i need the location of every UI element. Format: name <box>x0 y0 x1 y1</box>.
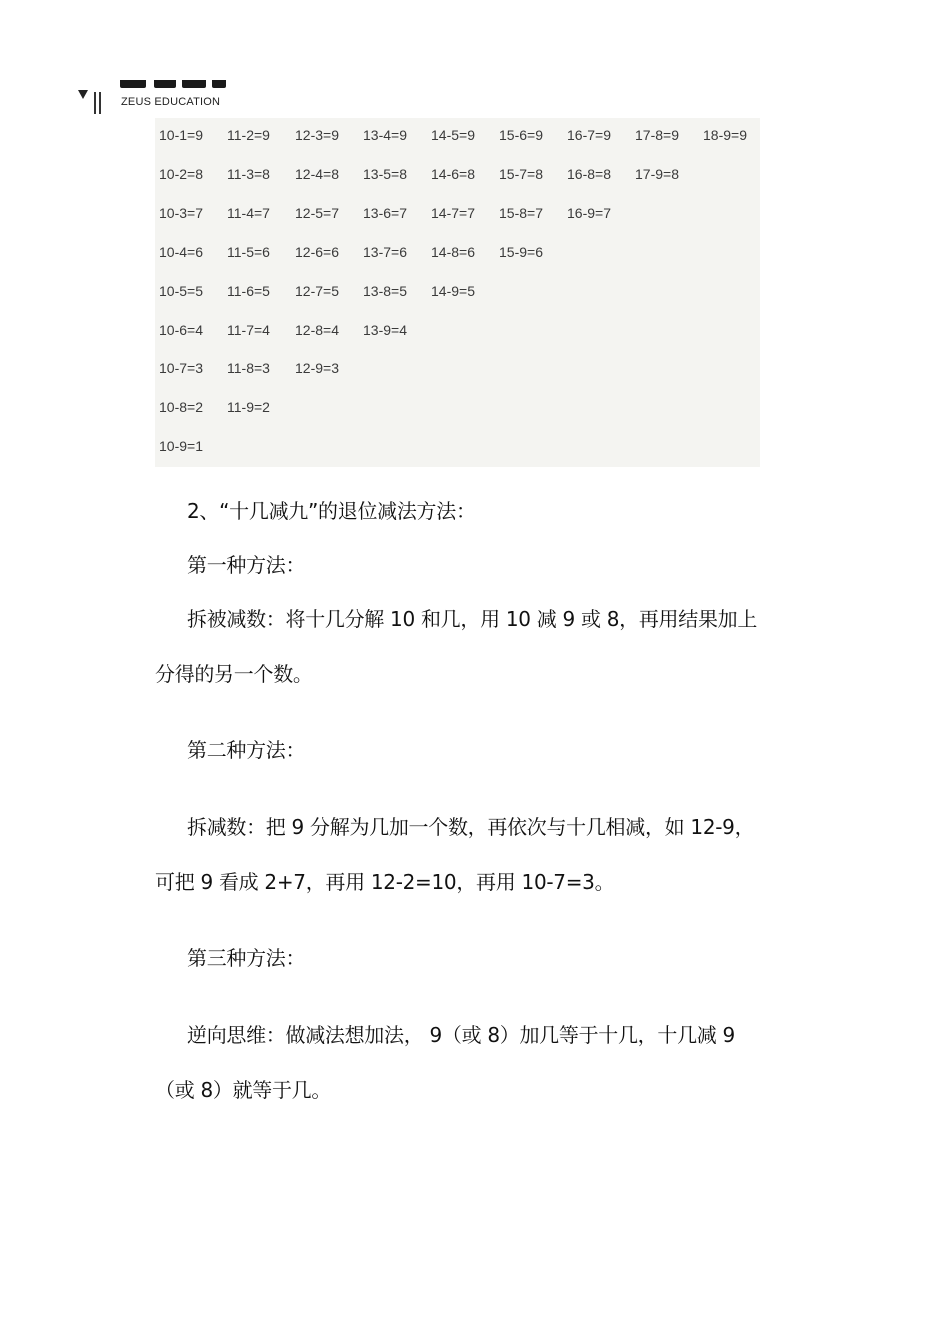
method2-line1: 拆减数：把 9 分解为几加一个数，再依次与十几相减，如 12-9， <box>187 815 755 839</box>
table-cell: 16-8=8 <box>567 165 611 182</box>
table-cell: 17-8=9 <box>635 127 679 143</box>
table-cell: 14-8=6 <box>431 243 475 260</box>
table-cell: 13-6=7 <box>363 204 407 221</box>
table-cell: 10-1=9 <box>159 127 203 143</box>
method3-title: 第三种方法： <box>187 946 306 970</box>
table-cell: 11-9=2 <box>227 399 270 416</box>
table-cell: 13-4=9 <box>363 127 407 143</box>
table-cell: 12-3=9 <box>295 127 339 143</box>
table-cell: 10-5=5 <box>159 282 203 299</box>
table-cell: 11-7=4 <box>227 321 270 338</box>
table-cell: 17-9=8 <box>635 165 679 182</box>
table-cell: 18-9=9 <box>703 127 747 143</box>
table-cell: 12-8=4 <box>295 321 339 338</box>
method2-title: 第二种方法： <box>187 738 306 762</box>
table-cell: 11-3=8 <box>227 165 270 182</box>
table-cell: 16-7=9 <box>567 127 611 143</box>
table-cell: 10-3=7 <box>159 204 203 221</box>
table-cell: 12-7=5 <box>295 282 339 299</box>
table-cell: 11-8=3 <box>227 360 270 377</box>
logo-cropped-wordmark-icon <box>120 80 240 94</box>
table-cell: 10-2=8 <box>159 165 203 182</box>
method3-line2: （或 8）就等于几。 <box>155 1078 332 1102</box>
method2-line2: 可把 9 看成 2+7，再用 12-2=10，再用 10-7=3。 <box>155 870 615 894</box>
table-cell: 10-6=4 <box>159 321 203 338</box>
method1-line2: 分得的另一个数。 <box>155 662 313 686</box>
table-cell: 10-7=3 <box>159 360 203 377</box>
table-cell: 15-8=7 <box>499 204 543 221</box>
table-cell: 13-8=5 <box>363 282 407 299</box>
logo-text: ZEUS EDUCATION <box>121 96 221 108</box>
table-cell: 12-9=3 <box>295 360 339 377</box>
table-cell: 13-5=8 <box>363 165 407 182</box>
table-cell: 13-7=6 <box>363 243 407 260</box>
method3-line1: 逆向思维：做减法想加法， 9（或 8）加几等于十几，十几减 9 <box>187 1023 735 1047</box>
table-cell: 10-8=2 <box>159 399 203 416</box>
table-cell: 16-9=7 <box>567 204 611 221</box>
section-heading: 2、“十几减九”的退位减法方法： <box>187 499 476 523</box>
table-cell: 15-6=9 <box>499 127 543 143</box>
table-cell: 10-4=6 <box>159 243 203 260</box>
method1-title: 第一种方法： <box>187 553 306 577</box>
table-cell: 12-4=8 <box>295 165 339 182</box>
table-cell: 10-9=1 <box>159 438 203 455</box>
table-cell: 14-5=9 <box>431 127 475 143</box>
table-cell: 14-9=5 <box>431 282 475 299</box>
method1-line1: 拆被减数：将十几分解 10 和几，用 10 减 9 或 8，再用结果加上 <box>187 607 758 631</box>
logo-mark-icon <box>78 84 108 114</box>
table-cell: 12-5=7 <box>295 204 339 221</box>
table-cell: 14-6=8 <box>431 165 475 182</box>
subtraction-table <box>155 118 760 467</box>
table-cell: 14-7=7 <box>431 204 475 221</box>
table-cell: 12-6=6 <box>295 243 339 260</box>
table-cell: 15-7=8 <box>499 165 543 182</box>
table-cell: 11-4=7 <box>227 204 270 221</box>
table-cell: 11-5=6 <box>227 243 270 260</box>
table-cell: 13-9=4 <box>363 321 407 338</box>
table-cell: 15-9=6 <box>499 243 543 260</box>
table-cell: 11-6=5 <box>227 282 270 299</box>
table-cell: 11-2=9 <box>227 127 270 143</box>
